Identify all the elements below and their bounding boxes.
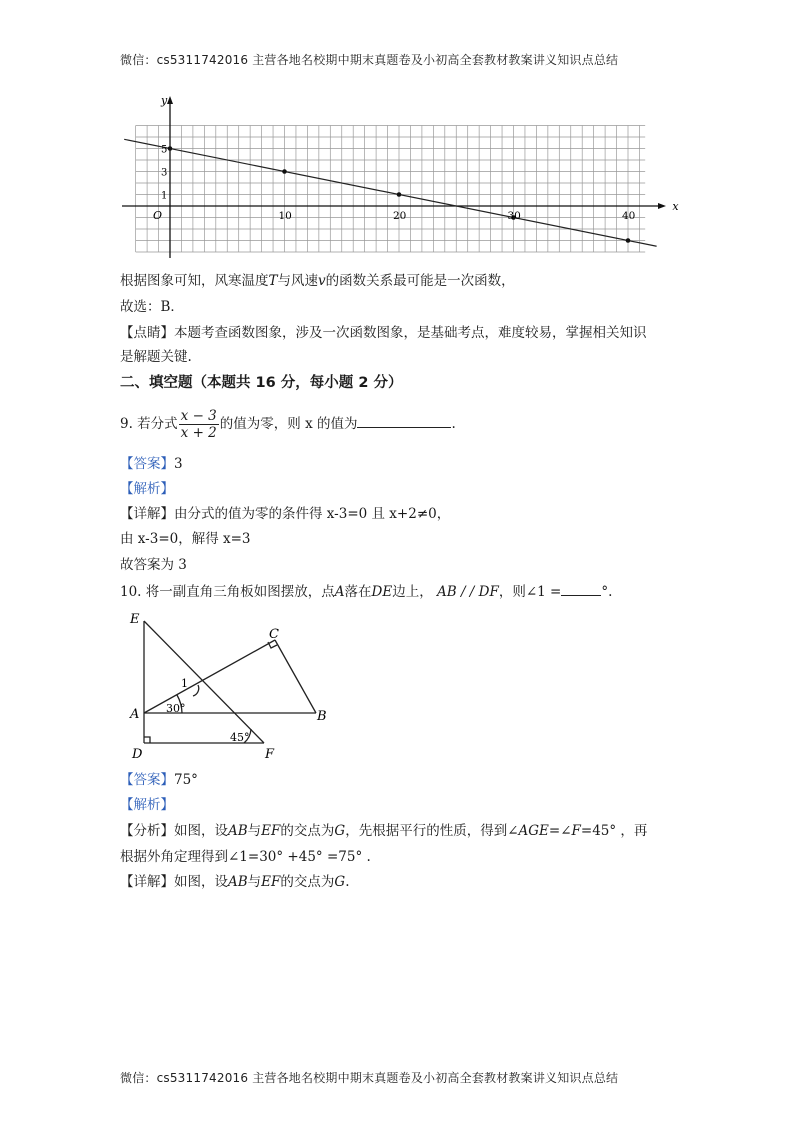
- q9-analysis-tag: 【解析】: [120, 481, 174, 497]
- triangle-figure: [120, 608, 350, 768]
- x-tick-label: 30: [507, 210, 521, 222]
- comment-line-2: 是解题关键.: [120, 349, 192, 365]
- y-tick-label: 3: [161, 167, 168, 179]
- question-10: 10. 将一副直角三角板如图摆放，点A落在DE边上， AB / / DF，则∠1 = °.: [120, 584, 613, 600]
- x-axis-label: x: [672, 200, 679, 213]
- page-footer: 微信：cs5311742016 主营各地名校期中期末真题卷及小初高全套教材教案讲义知识点总结: [120, 1071, 619, 1085]
- q9-answer: 【答案】3: [120, 456, 183, 472]
- q9-detail-3: 故答案为 3: [120, 557, 187, 573]
- conclusion-line: 根据图象可知，风寒温度T与风速v的函数关系最可能是一次函数，: [120, 273, 515, 289]
- data-point: [282, 169, 287, 174]
- label-b: B: [317, 709, 327, 724]
- label-f: F: [265, 747, 275, 762]
- comment-line-1: 【点睛】本题考查函数图象，涉及一次函数图象，是基础考点，难度较易，掌握相关知识: [120, 325, 647, 341]
- q10-fenxi-1: 【分析】如图，设AB与EF的交点为G，先根据平行的性质，得到∠AGE=∠F=45° ，再: [120, 823, 648, 839]
- answer-blank: [561, 583, 601, 596]
- x-tick-label: 20: [393, 210, 407, 222]
- x-tick-label: 10: [278, 210, 292, 222]
- q10-detail: 【详解】如图，设AB与EF的交点为G.: [120, 874, 350, 890]
- page-header: 微信：cs5311742016 主营各地名校期中期末真题卷及小初高全套教材教案讲义知识点总结: [120, 53, 619, 67]
- data-point: [397, 192, 402, 197]
- label-30: 30°: [166, 702, 186, 715]
- answer-blank: [357, 415, 451, 428]
- label-45: 45°: [230, 731, 250, 744]
- y-tick-label: 5: [161, 144, 168, 156]
- data-point: [626, 238, 631, 243]
- label-d: D: [132, 747, 143, 762]
- x-axis-arrow: [658, 203, 666, 209]
- graph-grid: [136, 126, 646, 253]
- q9-detail-1: 【详解】由分式的值为零的条件得 x-3=0 且 x+2≠0，: [120, 506, 451, 522]
- origin-label: O: [153, 209, 163, 222]
- y-axis-label: y: [161, 94, 168, 107]
- q10-fenxi-2: 根据外角定理得到∠1=30° +45° =75° .: [120, 849, 371, 865]
- question-9: 9. 若分式 $\frac{x - 3}{x + 2}$ 的值为零，则 x 的值为 .: [120, 408, 456, 441]
- label-angle-1: 1: [181, 677, 188, 690]
- q9-detail-2: 由 x-3=0，解得 x=3: [120, 531, 251, 547]
- label-c: C: [269, 627, 279, 642]
- data-point: [168, 146, 173, 151]
- linear-function-graph: [118, 92, 679, 262]
- x-tick-label: 40: [622, 210, 636, 222]
- y-tick-label: 1: [161, 190, 168, 202]
- graph-labels: [153, 94, 679, 222]
- label-e: E: [130, 612, 140, 627]
- y-axis-arrow: [167, 96, 173, 104]
- section-title: 二、填空题（本题共 16 分，每小题 2 分）: [120, 375, 403, 391]
- graph-axes: [122, 96, 666, 258]
- choice-line: 故选：B．: [120, 299, 184, 315]
- q10-analysis-tag: 【解析】: [120, 797, 174, 813]
- fraction: $\frac{x - 3}{x + 2}$: [180, 408, 217, 441]
- q10-answer: 【答案】75°: [120, 772, 198, 788]
- label-a: A: [130, 707, 140, 722]
